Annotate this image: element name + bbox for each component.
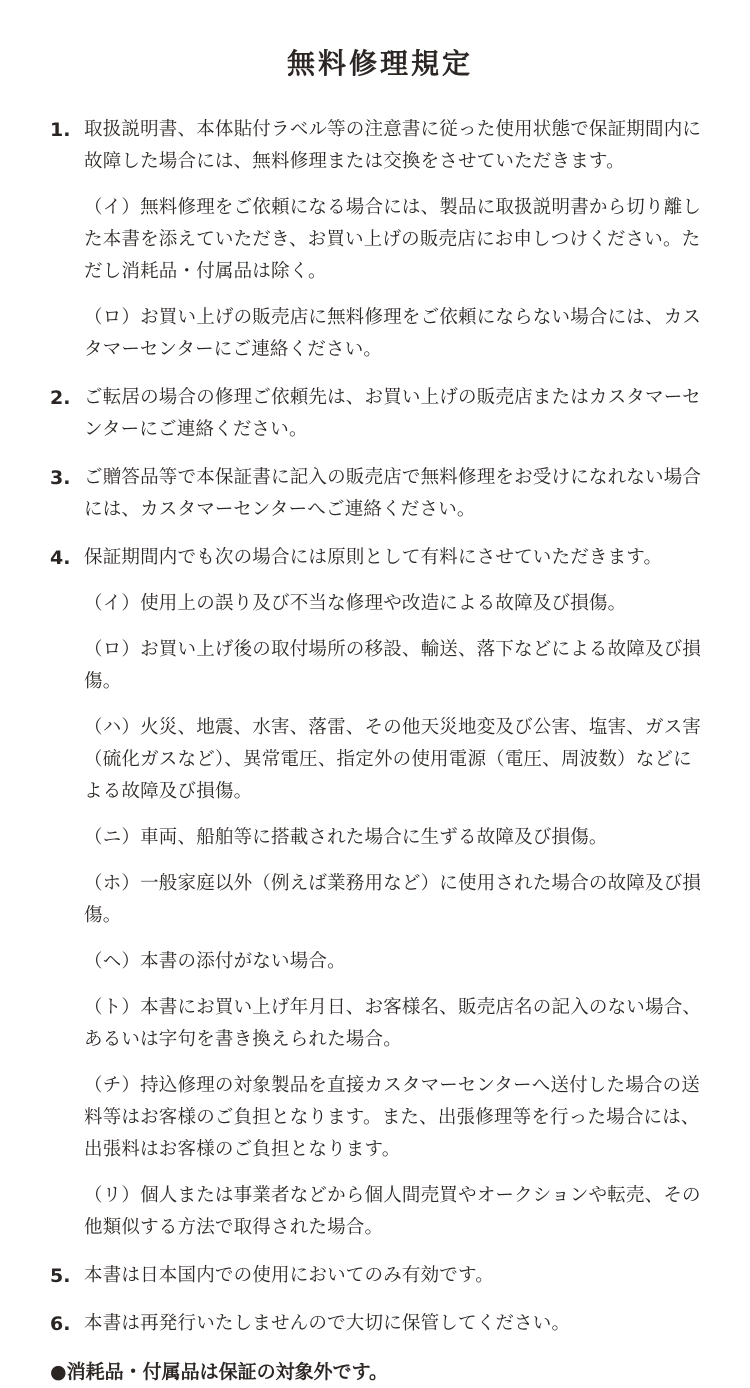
- item-text: 本書は日本国内での使用においてのみ有効です。: [84, 1265, 494, 1286]
- sub-item: （ヘ）本書の添付がない場合。: [84, 951, 346, 972]
- list-item-3: [50, 462, 710, 526]
- page-title: 無料修理規定: [286, 47, 473, 80]
- item-text: 本書は再発行いたしませんので大切に保管してください。: [84, 1313, 571, 1334]
- item-number: 1.: [50, 119, 71, 141]
- item-body: [84, 542, 710, 1244]
- sub-item: （ロ）お買い上げの販売店に無料修理をご依頼にならない場合には、カスタマーセンターにご連絡ください。: [84, 307, 702, 360]
- list-item-1: [50, 114, 710, 366]
- item-body: [84, 1260, 710, 1292]
- item-text: ご贈答品等で本保証書に記入の販売店で無料修理をお受けになれない場合には、カスタマーセンターへご連絡ください。: [84, 467, 702, 520]
- item-text: ご転居の場合の修理ご依頼先は、お買い上げの販売店またはカスタマーセンターにご連絡ください。: [84, 387, 701, 440]
- list-item-5: [50, 1260, 710, 1292]
- item-text: 取扱説明書、本体貼付ラベル等の注意書に従った使用状態で保証期間内に故障した場合には、無料修理または交換をさせていただきます。: [84, 119, 702, 172]
- item-body: [84, 114, 710, 366]
- list-item-6: [50, 1308, 710, 1340]
- item-text: 保証期間内でも次の場合には原則として有料にさせていただきます。: [84, 547, 663, 568]
- sub-item: （イ）無料修理をご依頼になる場合には、製品に取扱説明書から切り離した本書を添えていただき、お買い上げの販売店にお申しつけください。ただし消耗品・付属品は除く。: [84, 197, 702, 282]
- sub-item: （チ）持込修理の対象製品を直接カスタマーセンターへ送付した場合の送料等はお客様のご負担となります。また、出張修理等を行った場合には、出張料はお客様のご負担となります。: [84, 1075, 700, 1160]
- item-body: [84, 462, 710, 526]
- sub-item: （イ）使用上の誤り及び不当な修理や改造による故障及び損傷。: [84, 593, 627, 614]
- sub-item: （ト）本書にお買い上げ年月日、お客様名、販売店名の記入のない場合、あるいは字句を書き換えられた場合。: [84, 997, 702, 1050]
- item-body: [84, 382, 710, 446]
- footer-note: ●消耗品・付属品は保証の対象外です。: [50, 1361, 389, 1383]
- item-body: [84, 1308, 710, 1340]
- sub-item: （ホ）一般家庭以外（例えば業務用など）に使用された場合の故障及び損傷。: [84, 873, 702, 926]
- list-item-4: [50, 542, 710, 1244]
- item-number: 4.: [50, 547, 71, 569]
- sub-item: （ロ）お買い上げ後の取付場所の移設、輸送、落下などによる故障及び損傷。: [84, 639, 702, 692]
- sub-item: （ニ）車両、船舶等に搭載された場合に生ずる故障及び損傷。: [84, 827, 608, 848]
- list-item-2: [50, 382, 710, 446]
- sub-item: （リ）個人または事業者などから個人間売買やオークションや転売、その他類似する方法で取得された場合。: [84, 1185, 701, 1238]
- sub-item: （ハ）火災、地震、水害、落雷、その他天災地変及び公害、塩害、ガス害（硫化ガスなど）、異常電圧、指定外の使用電源（電圧、周波数）などによる故障及び損傷。: [84, 717, 702, 802]
- item-number: 2.: [50, 387, 71, 409]
- item-number: 6.: [50, 1313, 71, 1335]
- item-number: 3.: [50, 467, 71, 489]
- item-number: 5.: [50, 1265, 71, 1287]
